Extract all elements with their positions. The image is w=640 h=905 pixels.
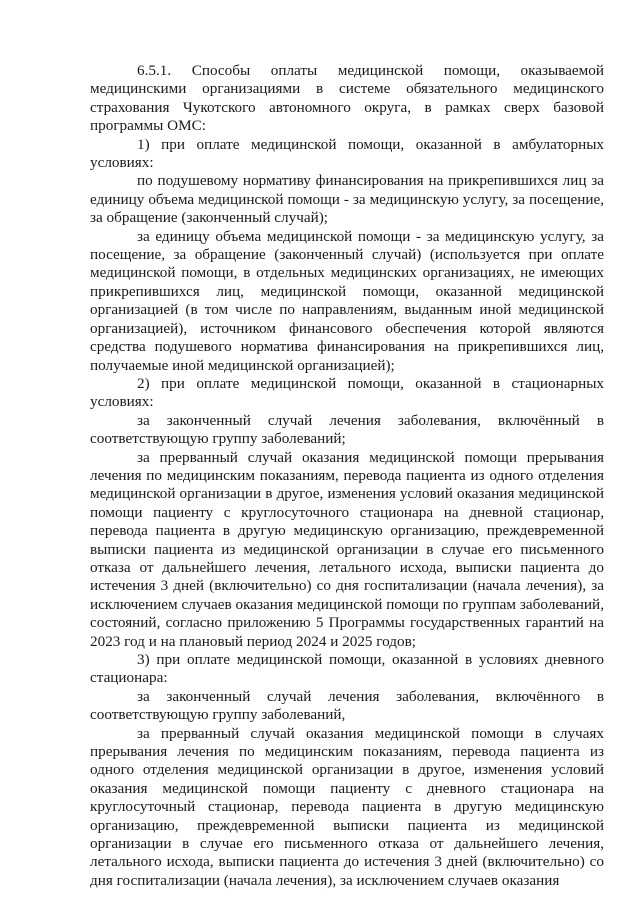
list-item-paragraph: за прерванный случай оказания медицинской помощи в случаях прерывания лечения по медицинским показаниям, перевода пациента из одного отделения медицинской организации в другое, изменения условий оказания медицинской помощи пациенту с дневного стационара на круглосуточный стационар, перевода пациента в другую медицинскую организацию, преждевременной выписки пациента из медицинской организации в случае его письменного отказа от дальнейшего лечения, летального исхода, выписки пациента до истечения 3 дней (включительно) со дня госпитализации (начала лечения), за исключением случаев оказания xyxy=(90,724,604,889)
section-paragraph: 6.5.1. Способы оплаты медицинской помощи, оказываемой медицинскими организациями в системе обязательного медицинского страхования Чукотского автономного округа, в рамках сверх базовой программы ОМС: xyxy=(90,62,604,135)
list-item-paragraph: 3) при оплате медицинской помощи, оказанной в условиях дневного стационара: xyxy=(90,651,604,687)
list-item-paragraph: 1) при оплате медицинской помощи, оказанной в амбулаторных условиях: xyxy=(90,135,604,172)
list-item-paragraph: за единицу объема медицинской помощи - за медицинскую услугу, за посещение, за обращение (законченный случай) (используется при оплате медицинской помощи, в отдельных медицинских организациях, не имеющих прикрепившихся лиц, медицинской помощи, оказанной медицинской организацией (в том числе по направлениям, выданным иной медицинской организацией), источником финансового обеспечения которой являются средства подушевого норматива финансирования на прикрепившихся лиц, получаемые иной медицинской организацией); xyxy=(90,227,604,374)
list-item-paragraph: по подушевому нормативу финансирования на прикрепившихся лиц за единицу объема медицинской помощи - за медицинскую услугу, за посещение, за обращение (законченный случай); xyxy=(90,172,604,227)
list-item-paragraph: 2) при оплате медицинской помощи, оказанной в стационарных условиях: xyxy=(90,374,604,411)
list-item-paragraph: за законченный случай лечения заболевания, включённый в соответствующую группу заболеваний; xyxy=(90,411,604,448)
list-item-paragraph: за законченный случай лечения заболевания, включённого в соответствующую группу заболеваний, xyxy=(90,687,604,724)
list-item-paragraph: за прерванный случай оказания медицинской помощи прерывания лечения по медицинским показаниям, перевода пациента из одного отделения медицинской организации в другое, изменения условий оказания медицинской помощи пациенту с круглосуточного стационара на дневной стационар, перевода пациента в другую медицинскую организацию, преждевременной выписки пациента из медицинской организации в случае его письменного отказа от дальнейшего лечения, летального исхода, выписки пациента до истечения 3 дней (включительно) со дня госпитализации (начала лечения), за исключением случаев оказания медицинской помощи по группам заболеваний, состояний, согласно приложению 5 Программы государственных гарантий на 2023 год и на плановый период 2024 и 2025 годов; xyxy=(90,448,604,650)
